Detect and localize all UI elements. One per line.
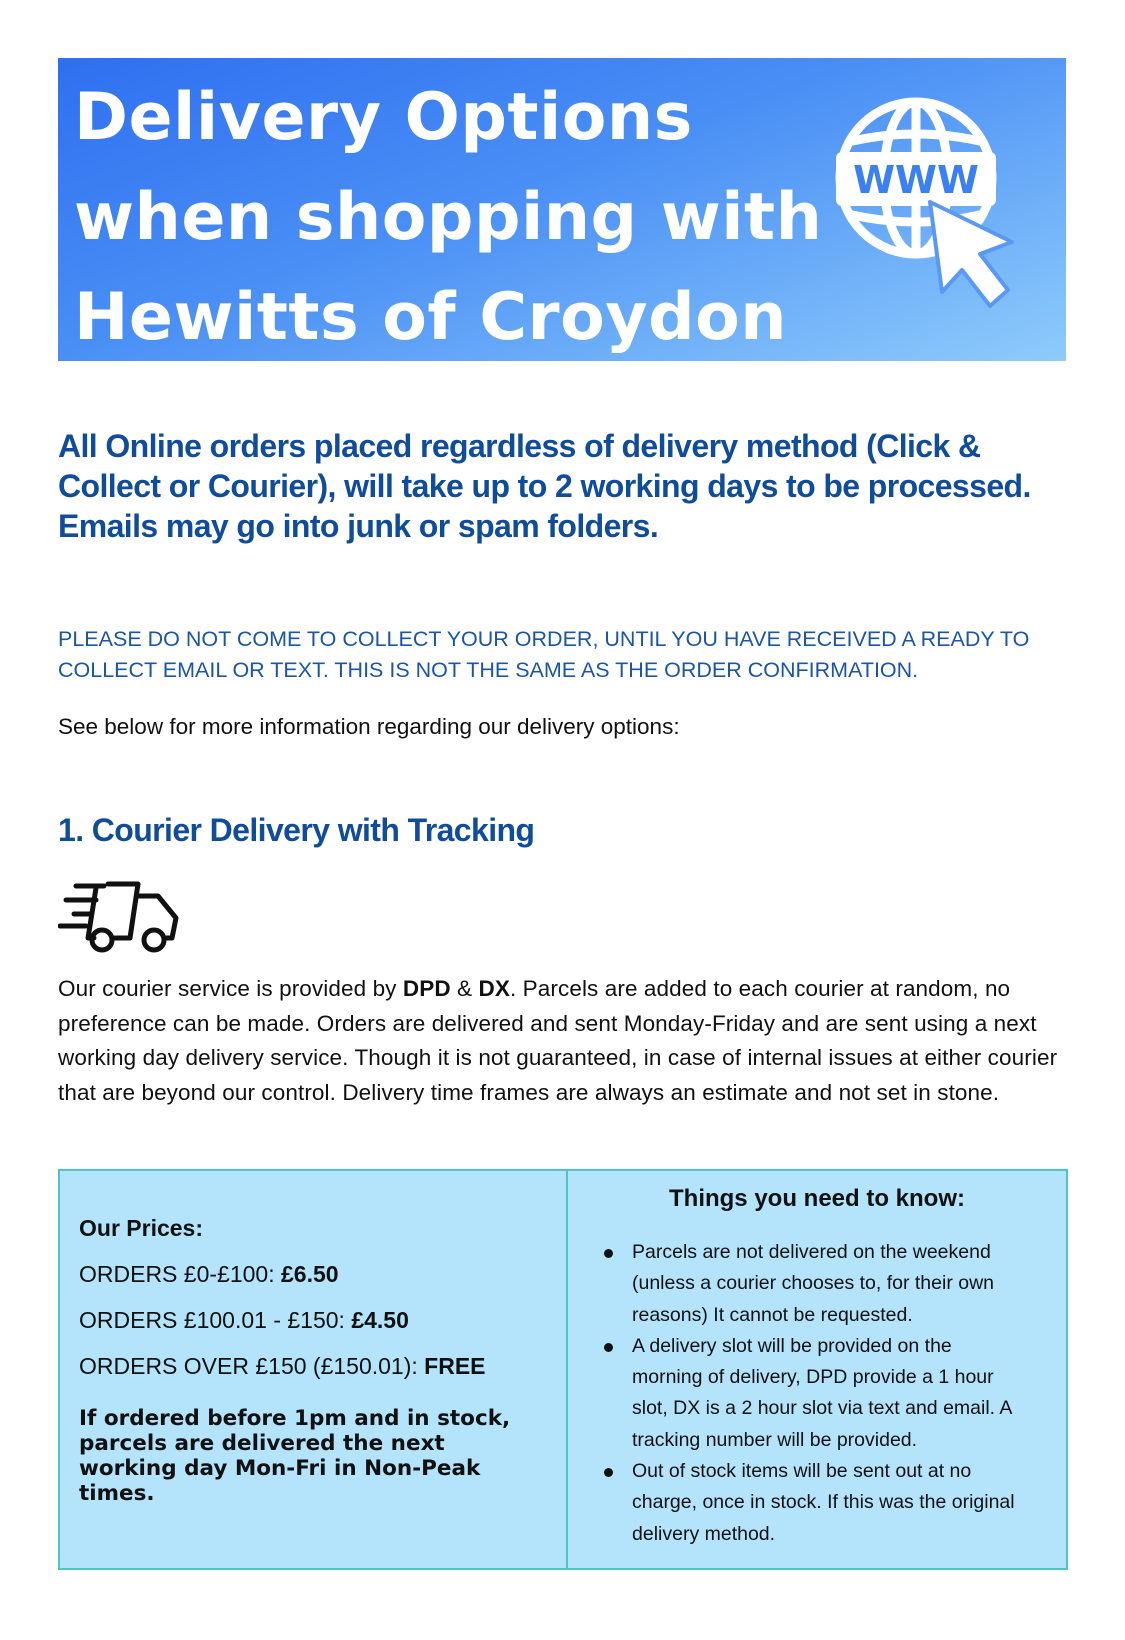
courier-name-dx: DX — [478, 976, 510, 1001]
courier-desc-part-1: Our courier service is provided by — [58, 976, 403, 1001]
collection-notice: PLEASE DO NOT COME TO COLLECT YOUR ORDER, UNTIL YOU HAVE RECEIVED A READY TO COLLECT EMAIL OR TEXT. THIS IS NOT THE SAME AS THE ORDER CONFIRMATION. — [58, 627, 1030, 682]
courier-desc-part-2: . Parcels are added to each courier at random, no preference can be made. Orders are delivered and sent Monday-Friday and are sent using a next working day delivery service. Though it is not guaranteed, in case of internal issues at either courier that are beyond our control. Delivery time frames are always an estimate and not set in stone. — [58, 976, 1058, 1105]
banner-title — [74, 68, 834, 361]
delivery-truck-icon — [58, 878, 186, 954]
see-below-text: See below for more information regarding our delivery options: — [58, 714, 680, 739]
things-to-know-list — [604, 1237, 1024, 1550]
price-row-label: ORDERS £100.01 - £150: — [79, 1307, 352, 1333]
list-item-text: Out of stock items will be sent out at no charge, once in stock. If this was the original delivery method. — [632, 1460, 1015, 1545]
header-banner — [58, 58, 1066, 361]
list-item-text: Parcels are not delivered on the weekend (unless a courier chooses to, for their own reasons) It cannot be requested. — [632, 1241, 995, 1326]
banner-title-line-2: when shopping with — [74, 180, 823, 255]
next-day-stock-note: If ordered before 1pm and in stock, parcels are delivered the next working day Mon-Fri in Non-Peak times. — [79, 1406, 511, 1506]
globe-www-text: WWW — [853, 158, 979, 202]
price-row-value: £6.50 — [280, 1261, 339, 1287]
list-item — [604, 1456, 1024, 1550]
banner-title-line-3: Hewitts of Croydon — [74, 280, 788, 355]
price-row-value: FREE — [424, 1353, 486, 1379]
courier-description — [58, 972, 1070, 1110]
price-row — [79, 1351, 486, 1381]
price-row-label: ORDERS OVER £150 (£150.01): — [79, 1353, 425, 1379]
list-item — [604, 1237, 1024, 1331]
courier-desc-ampersand: & — [450, 976, 479, 1001]
prices-column — [60, 1171, 568, 1568]
globe-www-cursor-icon — [834, 96, 1024, 326]
prices-heading: Our Prices: — [79, 1215, 203, 1241]
price-row — [79, 1305, 409, 1335]
price-row-label: ORDERS £0-£100: — [79, 1261, 281, 1287]
bullet-icon — [604, 1343, 613, 1352]
courier-info-table — [58, 1169, 1068, 1570]
price-row — [79, 1259, 339, 1289]
things-to-know-heading: Things you need to know: — [669, 1185, 965, 1212]
things-to-know-column — [568, 1171, 1066, 1568]
courier-name-dpd: DPD — [402, 976, 451, 1001]
list-item-text: A delivery slot will be provided on the morning of delivery, DPD provide a 1 hour slot, DX is a 2 hour slot via text and email. A tracking number will be provided. — [632, 1334, 1012, 1451]
intro-processing-note: All Online orders placed regardless of delivery method (Click & Collect or Courier), will take up to 2 working days to be processed. Emails may go into junk or spam folders. — [58, 428, 1031, 544]
bullet-icon — [604, 1468, 613, 1477]
price-row-value: £4.50 — [351, 1307, 409, 1333]
courier-section-heading: 1. Courier Delivery with Tracking — [58, 812, 535, 848]
banner-title-line-1: Delivery Options — [74, 80, 693, 155]
bullet-icon — [604, 1249, 613, 1258]
list-item — [604, 1331, 1024, 1456]
